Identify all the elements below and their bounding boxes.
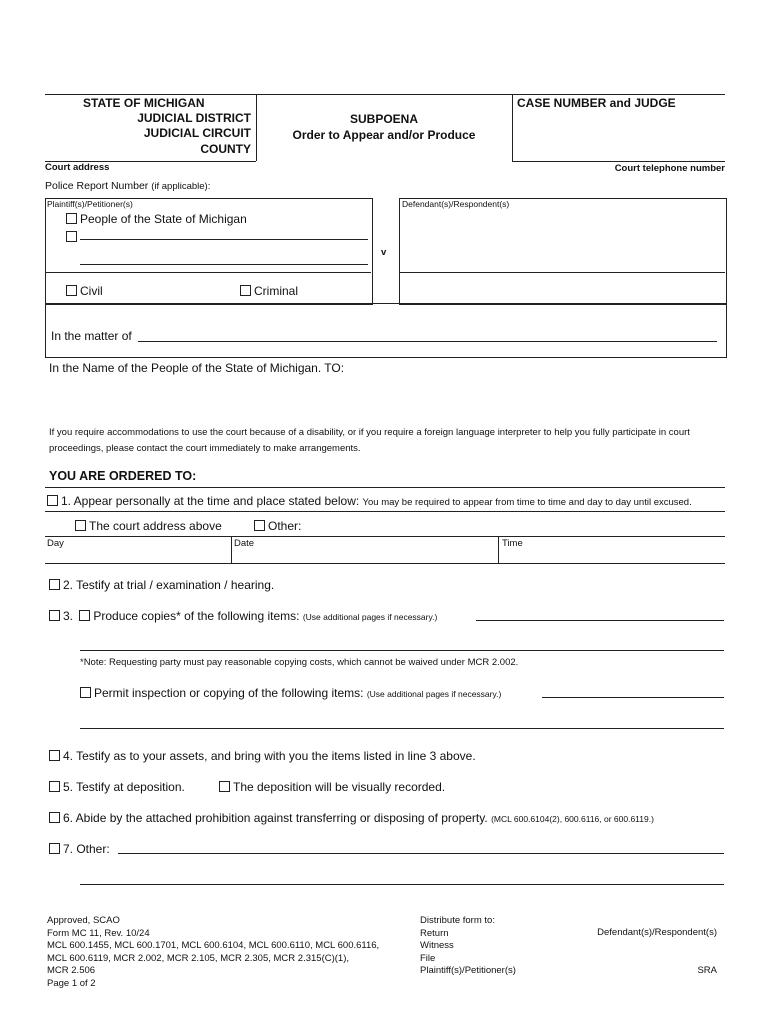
item7-checkbox[interactable] bbox=[49, 843, 60, 854]
civil-label: Civil bbox=[80, 284, 103, 298]
item2-row[interactable] bbox=[49, 578, 274, 592]
item1-note: You may be required to appear from time to time and day to day until excused. bbox=[362, 497, 692, 508]
item1-mid-rule bbox=[45, 511, 725, 512]
visually-recorded-label: The deposition will be visually recorded. bbox=[233, 780, 446, 794]
item7-row[interactable] bbox=[49, 842, 110, 856]
criminal-label: Criminal bbox=[254, 284, 299, 298]
copy-cost-note: *Note: Requesting party must pay reasonable copying costs, which cannot be waived under MCR 2.002. bbox=[80, 657, 519, 668]
item3-number: 3. bbox=[63, 609, 74, 623]
item4-checkbox[interactable] bbox=[49, 750, 60, 761]
permit-label: Permit inspection or copying of the following items: bbox=[94, 686, 364, 700]
court-address-above-label: The court address above bbox=[89, 519, 222, 533]
item2-checkbox[interactable] bbox=[49, 579, 60, 590]
refs-line-1: MCL 600.1455, MCL 600.1701, MCL 600.6104, MCL 600.6110, MCL 600.6116, bbox=[47, 940, 380, 951]
case-number-label: CASE NUMBER and JUDGE bbox=[517, 96, 676, 110]
plaintiff-other-option[interactable] bbox=[66, 228, 80, 246]
ordered-heading: YOU ARE ORDERED TO: bbox=[49, 469, 197, 483]
distribute-defendant: Defendant(s)/Respondent(s) bbox=[597, 927, 717, 938]
item6-note: (MCL 600.6104(2), 600.6116, or 600.6119.) bbox=[491, 814, 654, 824]
item5-row[interactable] bbox=[49, 780, 185, 794]
permit-note: (Use additional pages if necessary.) bbox=[366, 689, 502, 699]
form-title: SUBPOENA bbox=[349, 112, 418, 126]
state-label: STATE OF MICHIGAN bbox=[83, 96, 205, 110]
defendant-box-divider bbox=[399, 272, 725, 273]
item6-label: 6. Abide by the attached prohibition against transferring or disposing of property. bbox=[63, 811, 488, 825]
form-number: Form MC 11, Rev. 10/24 bbox=[47, 927, 150, 939]
matter-line[interactable] bbox=[138, 341, 717, 342]
district-label: JUDICIAL DISTRICT bbox=[137, 111, 251, 125]
item1-top-rule bbox=[45, 487, 725, 488]
court-phone-label: Court telephone number bbox=[614, 163, 725, 174]
visually-recorded-checkbox[interactable] bbox=[219, 781, 230, 792]
versus-label: v bbox=[381, 247, 387, 258]
people-checkbox[interactable] bbox=[66, 213, 77, 224]
item7-line-2[interactable] bbox=[80, 884, 724, 885]
item1-label: 1. Appear personally at the time and place stated below: bbox=[61, 494, 360, 508]
footer-references bbox=[47, 915, 379, 990]
county-label: COUNTY bbox=[200, 142, 251, 156]
matter-box bbox=[45, 303, 727, 358]
form-subtitle: Order to Appear and/or Produce bbox=[292, 128, 476, 142]
produce-copies-checkbox[interactable] bbox=[79, 610, 90, 621]
distribute-file: File bbox=[420, 952, 436, 964]
civil-option[interactable] bbox=[66, 284, 103, 298]
other-location-option[interactable] bbox=[254, 519, 301, 533]
plaintiff-name-line-2[interactable] bbox=[80, 264, 368, 265]
item6-checkbox[interactable] bbox=[49, 812, 60, 823]
defendant-name-field[interactable] bbox=[402, 211, 722, 269]
item3-line-1[interactable] bbox=[476, 620, 724, 621]
distribute-plaintiff: Plaintiff(s)/Petitioner(s) bbox=[420, 965, 516, 976]
item3-label: Produce copies* of the following items: bbox=[93, 609, 300, 623]
court-address-label: Court address bbox=[45, 162, 110, 173]
charge-field[interactable] bbox=[402, 286, 722, 301]
court-address-above-checkbox[interactable] bbox=[75, 520, 86, 531]
recipient-field[interactable] bbox=[49, 377, 725, 417]
distribute-witness: Witness bbox=[420, 940, 454, 951]
plaintiff-box-divider bbox=[45, 272, 371, 273]
permit-line-1[interactable] bbox=[542, 697, 724, 698]
item3-checkbox[interactable] bbox=[49, 610, 60, 621]
distribution-list bbox=[420, 915, 516, 978]
people-option[interactable] bbox=[66, 212, 247, 226]
matter-label: In the matter of bbox=[51, 329, 132, 343]
item7-label: 7. Other: bbox=[63, 842, 110, 856]
permit-row[interactable] bbox=[80, 686, 501, 700]
time-label: Time bbox=[502, 538, 523, 549]
permit-line-2[interactable] bbox=[80, 728, 724, 729]
item4-row[interactable] bbox=[49, 749, 476, 763]
item7-line-1[interactable] bbox=[118, 853, 724, 854]
day-date-divider bbox=[231, 536, 232, 563]
civil-checkbox[interactable] bbox=[66, 285, 77, 296]
name-of-people-text: In the Name of the People of the State of Michigan. TO: bbox=[49, 361, 345, 375]
approved-text: Approved, SCAO bbox=[47, 915, 120, 926]
refs-line-2: MCL 600.6119, MCR 2.002, MCR 2.105, MCR 2.305, MCR 2.315(C)(1), bbox=[47, 952, 350, 964]
item2-label: 2. Testify at trial / examination / hearing. bbox=[63, 578, 275, 592]
police-report-label: Police Report Number bbox=[45, 180, 149, 192]
circuit-label: JUDICIAL CIRCUIT bbox=[143, 126, 251, 140]
accommodation-text: If you require accommodations to use the court because of a disability, or if you require a foreign language interpreter to help you fully participate in court proceedings, please contact the court immediately to make arrangements. bbox=[49, 427, 690, 454]
distribute-return: Return bbox=[420, 927, 449, 939]
page-number: Page 1 of 2 bbox=[47, 977, 96, 989]
permit-checkbox[interactable] bbox=[80, 687, 91, 698]
other-location-checkbox[interactable] bbox=[254, 520, 265, 531]
item4-label: 4. Testify as to your assets, and bring with you the items listed in line 3 above. bbox=[63, 749, 476, 763]
plaintiff-name-line-1[interactable] bbox=[80, 239, 368, 240]
plaintiff-label: Plaintiff(s)/Petitioner(s) bbox=[47, 199, 133, 209]
plaintiff-other-checkbox[interactable] bbox=[66, 231, 77, 242]
item5-checkbox[interactable] bbox=[49, 781, 60, 792]
day-date-time-top-rule bbox=[45, 536, 725, 537]
defendant-label: Defendant(s)/Respondent(s) bbox=[402, 199, 510, 209]
header-top-rule bbox=[45, 94, 725, 95]
header-divider-2 bbox=[512, 94, 513, 161]
police-report-note: (if applicable): bbox=[151, 181, 211, 192]
item3-line-2[interactable] bbox=[80, 650, 724, 651]
court-address-above-option[interactable] bbox=[75, 519, 222, 533]
item5-label: 5. Testify at deposition. bbox=[63, 780, 185, 794]
police-report-row bbox=[45, 180, 210, 192]
people-option-label: People of the State of Michigan bbox=[80, 212, 247, 226]
day-date-time-bottom-rule bbox=[45, 563, 725, 564]
other-location-label: Other: bbox=[268, 519, 302, 533]
date-time-divider bbox=[498, 536, 499, 563]
day-label: Day bbox=[47, 538, 64, 549]
case-number-field[interactable] bbox=[516, 110, 722, 158]
item1-row[interactable] bbox=[47, 494, 692, 508]
distribute-label: Distribute form to: bbox=[420, 915, 495, 926]
item3-row[interactable] bbox=[49, 609, 437, 623]
form-code: SRA bbox=[697, 965, 717, 976]
item6-row[interactable] bbox=[49, 811, 654, 825]
criminal-option[interactable] bbox=[240, 284, 298, 298]
refs-line-3: MCR 2.506 bbox=[47, 965, 96, 976]
visually-recorded-option[interactable] bbox=[219, 780, 445, 794]
criminal-checkbox[interactable] bbox=[240, 285, 251, 296]
date-label: Date bbox=[234, 538, 255, 549]
item3-note: (Use additional pages if necessary.) bbox=[302, 612, 438, 622]
header-bottom-rule-right bbox=[512, 161, 725, 162]
item1-checkbox[interactable] bbox=[47, 495, 58, 506]
